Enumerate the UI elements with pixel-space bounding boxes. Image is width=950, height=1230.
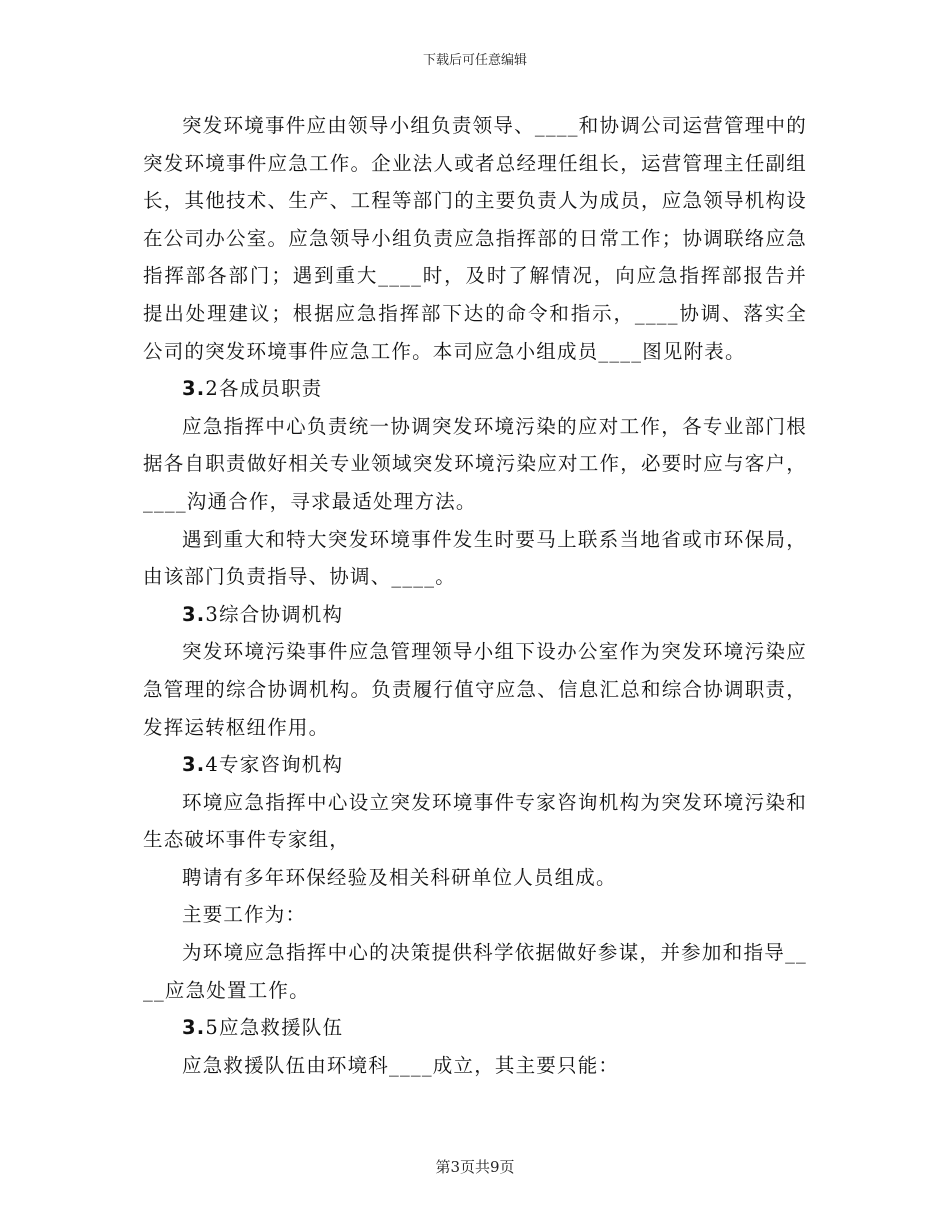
section-title: 4专家咨询机构: [205, 753, 344, 777]
section-title: 2各成员职责: [205, 377, 323, 401]
section-heading-3-2: [143, 370, 807, 408]
paragraph-expert-group: 环境应急指挥中心设立突发环境事件专家咨询机构为突发环境污染和生态破坏事件专家组，: [143, 790, 807, 852]
section-heading-3-5: [143, 1009, 807, 1047]
paragraph-leadership-group: 突发环境事件应由领导小组负责领导、____和协调公司运营管理中的突发环境事件应急工作。企业法人或者总经理任组长，运营管理主任副组长，其他技术、生产、工程等部门的主要负责人为成员，应急领导机构设在公司办公室。应急领导小组负责应急指挥部的日常工作；协调联络应急指挥部各部门；遇到重大____时，及时了解情况，向应急指挥部报告并提出处理建议；根据应急指挥部下达的命令和指示，____协调、落实全公司的突发环境事件应急工作。本司应急小组成员____图见附表。: [143, 114, 807, 363]
paragraph-rescue-team: 应急救援队伍由环境科____成立，其主要只能：: [182, 1053, 620, 1077]
paragraph-member-duties: 应急指挥中心负责统一协调突发环境污染的应对工作，各专业部门根据各自职责做好相关专业领域突发环境污染应对工作，必要时应与客户，____沟通合作，寻求最适处理方法。: [143, 414, 807, 513]
paragraph-expert-hiring: 聘请有多年环保经验及相关科研单位人员组成。: [182, 865, 617, 889]
section-heading-3-4: [143, 746, 807, 784]
section-heading-3-3: [143, 596, 807, 634]
section-number: 3.: [182, 602, 206, 626]
document-body: [143, 107, 807, 1084]
section-title: 5应急救援队伍: [205, 1016, 344, 1040]
section-title: 3综合协调机构: [205, 602, 344, 626]
paragraph-coordination-office: 突发环境污染事件应急管理领导小组下设办公室作为突发环境污染应急管理的综合协调机构。负责履行值守应急、信息汇总和综合协调职责，发挥运转枢纽作用。: [143, 640, 807, 739]
section-number: 3.: [182, 1016, 206, 1040]
section-number: 3.: [182, 377, 206, 401]
section-number: 3.: [182, 753, 206, 777]
page-footer: 第3页共9页: [435, 1158, 515, 1176]
page-header: 下载后可任意编辑: [422, 53, 527, 68]
paragraph-major-events: 遇到重大和特大突发环境事件发生时要马上联系当地省或市环保局，由该部门负责指导、协调、____。: [143, 527, 807, 589]
paragraph-main-work-label: 主要工作为：: [182, 903, 307, 927]
paragraph-main-work: 为环境应急指挥中心的决策提供科学依据做好参谋，并参加和指导____应急处置工作。: [143, 941, 807, 1002]
